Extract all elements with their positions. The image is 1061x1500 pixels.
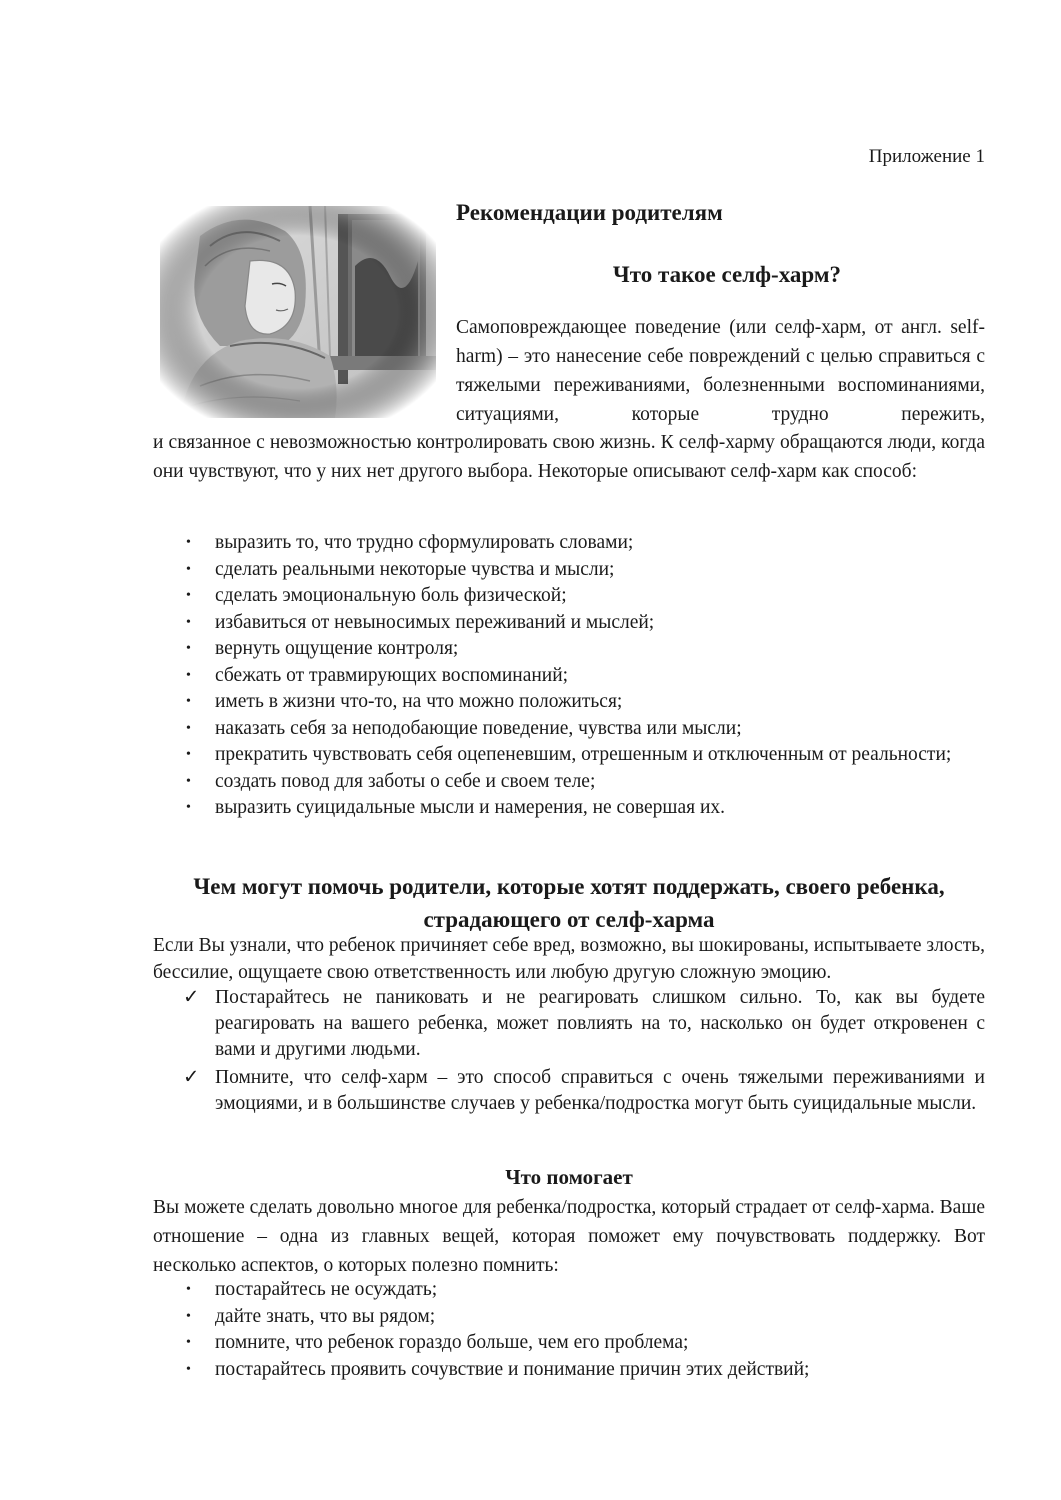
bullet-icon: • bbox=[186, 588, 191, 603]
bullet-icon: • bbox=[186, 694, 191, 709]
list-item: • выразить то, что трудно сформулировать словами; bbox=[153, 530, 985, 557]
what-helps-list bbox=[153, 1277, 985, 1383]
list-item: • наказать себя за неподобающие поведение, чувства или мысли; bbox=[153, 716, 985, 743]
list-item: • сделать реальными некоторые чувства и мысли; bbox=[153, 557, 985, 584]
bullet-icon: • bbox=[186, 773, 191, 789]
section-title-what-helps: Что помогает bbox=[505, 1165, 633, 1189]
list-item: • выразить суицидальные мысли и намерения, не совершая их. bbox=[153, 795, 985, 822]
bullet-icon: • bbox=[186, 1282, 191, 1297]
appendix-label: Приложение 1 bbox=[868, 146, 985, 167]
bullet-icon: • bbox=[186, 720, 191, 736]
bullet-icon: • bbox=[186, 1361, 191, 1377]
bullet-icon: • bbox=[186, 614, 191, 630]
list-item: • прекратить чувствовать себя оцепеневшим, отрешенным и отключенным от реальности; bbox=[153, 742, 985, 769]
self-harm-reasons-list bbox=[153, 530, 985, 822]
bullet-icon: • bbox=[186, 1335, 191, 1350]
list-item: • иметь в жизни что-то, на что можно положиться; bbox=[153, 689, 985, 716]
bullet-icon: • bbox=[186, 1308, 191, 1324]
section-title-how-parents-can-help: Чем могут помочь родители, которые хотят поддержать, своего ребенка, страдающего от селф-харма bbox=[193, 874, 945, 932]
bullet-icon: • bbox=[186, 535, 191, 550]
parents-advice-checklist bbox=[153, 985, 985, 1119]
checklist-item: ✓ Помните, что селф-харм – это способ справиться с очень тяжелыми переживаниями и эмоциями, и в большинстве случаев у ребенка/подростка могут быть суицидальные мысли. bbox=[183, 1067, 985, 1114]
list-item: • постарайтесь проявить сочувствие и понимание причин этих действий; bbox=[153, 1357, 985, 1384]
list-item: • помните, что ребенок гораздо больше, чем его проблема; bbox=[153, 1330, 985, 1357]
checkmark-icon: ✓ bbox=[183, 987, 200, 1008]
intro-paragraph-continued: и связанное с невозможностью контролировать свою жизнь. К селф-харму обращаются люди, когда они чувствуют, что у них нет другого выбора. Некоторые описывают селф-харм как способ: bbox=[153, 432, 985, 482]
list-item: • дайте знать, что вы рядом; bbox=[153, 1304, 985, 1331]
bullet-icon: • bbox=[186, 800, 191, 815]
bullet-icon: • bbox=[186, 747, 191, 762]
list-item: • сбежать от травмирующих воспоминаний; bbox=[153, 663, 985, 690]
section-title-what-is-self-harm: Что такое селф-харм? bbox=[612, 262, 841, 287]
what-helps-paragraph: Вы можете сделать довольно многое для ребенка/подростка, который страдает от селф-харма. Ваше отношение – одна из главных вещей, которая поможет ему почувствовать поддержку. Вот несколько аспектов, о которых полезно помнить: bbox=[153, 1197, 985, 1276]
bullet-icon: • bbox=[186, 667, 191, 683]
intro-paragraph-start: Самоповреждающее поведение (или селф-харм, от англ. self-harm) – это нанесение себе повреждений с целью справиться с тяжелыми переживаниями, болезненными воспоминаниями, ситуациями, которые трудно пережить, bbox=[456, 317, 985, 425]
checkmark-icon: ✓ bbox=[183, 1067, 200, 1088]
document-title: Рекомендации родителям bbox=[456, 200, 723, 225]
list-item: • создать повод для заботы о себе и своем теле; bbox=[153, 769, 985, 796]
list-item: • избавиться от невыносимых переживаний и мыслей; bbox=[153, 610, 985, 637]
list-item: • сделать эмоциональную боль физической; bbox=[153, 583, 985, 610]
bullet-icon: • bbox=[186, 561, 191, 577]
parents-reaction-paragraph: Если Вы узнали, что ребенок причиняет себе вред, возможно, вы шокированы, испытываете злость, бессилие, ощущаете свою ответственность или любую другую сложную эмоцию. bbox=[153, 935, 985, 983]
list-item: • вернуть ощущение контроля; bbox=[153, 636, 985, 663]
girl-at-window-sketch-image bbox=[160, 206, 436, 418]
bullet-icon: • bbox=[186, 641, 191, 656]
list-item: • постарайтесь не осуждать; bbox=[153, 1277, 985, 1304]
checklist-item: ✓ Постарайтесь не паниковать и не реагировать слишком сильно. То, как вы будете реагировать на вашего ребенка, может повлиять на то, насколько он будет откровенен с вами и другими людьми. bbox=[183, 987, 985, 1060]
